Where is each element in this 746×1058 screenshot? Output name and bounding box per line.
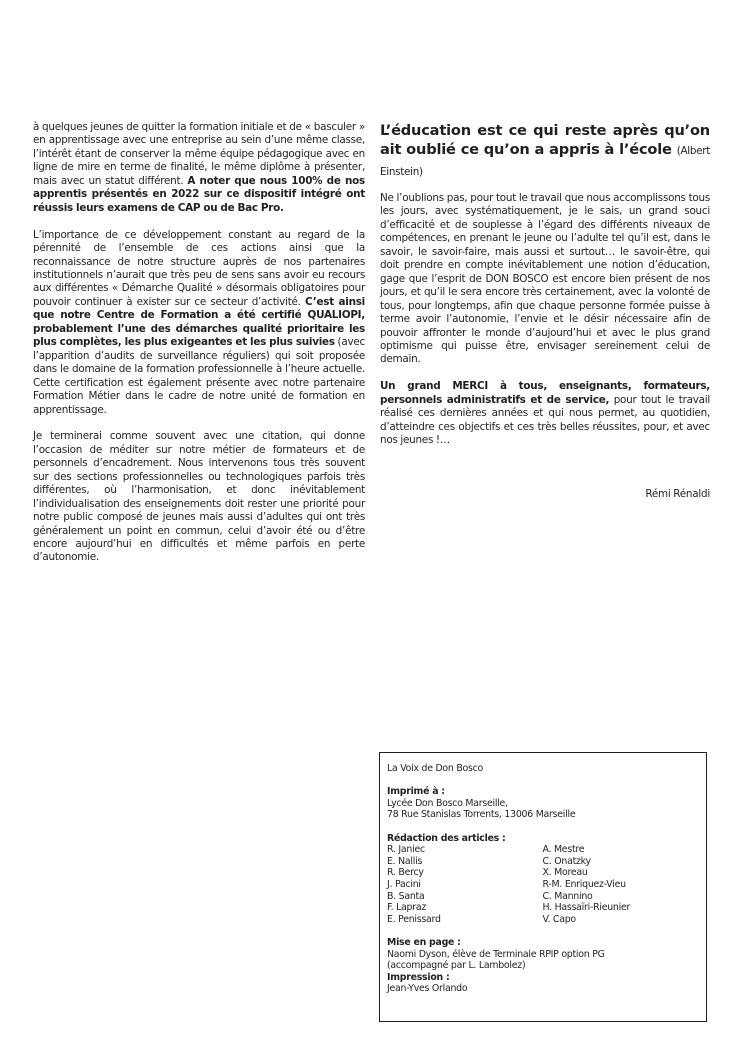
layout-line2: (accompagné par L. Lambolez): [387, 960, 526, 972]
left-column: [33, 121, 365, 578]
paragraph-education: [380, 192, 710, 367]
printed-at-block: [387, 786, 698, 821]
author-name: F. Lapraz: [387, 902, 427, 914]
colophon-box: [379, 752, 707, 1022]
print-block: [387, 972, 698, 995]
author-name: R-M. Enriquez-Vieu: [542, 878, 626, 890]
printed-at-label: Imprimé à :: [387, 786, 445, 798]
author-name: H. Hassaïri-Rieunier: [542, 902, 631, 914]
layout-line1: Naomi Dyson, élève de Terminale RPIP option PG: [387, 948, 605, 960]
author-name: V. Capo: [542, 913, 576, 925]
paragraph-text: L’importance de ce développement constant au regard de la pérennité de l’ensemble de ces actions ainsi que la reconnaissance de notre structure auprès de nos partenaires institutionnels n’aurait que très peu de sens sans avoir eu recours aux différentes « Démarche Qualité » désormais obligatoires pour pouvoir continuer à exister sur ce secteur d’activité.: [33, 228, 365, 308]
paragraph-apprentissage: [33, 121, 365, 215]
print-label: Impression :: [387, 971, 450, 983]
author-name: X. Moreau: [542, 867, 588, 879]
authors-column-right: [543, 844, 699, 925]
printed-at-line1: Lycée Don Bosco Marseille,: [387, 797, 508, 809]
paragraph-text: Ne l’oublions pas, pour tout le travail que nous accomplissons tous les jours, avec systématiquement, je le sais, un grand souci d’efficacité et de souplesse à l’égard des différents niveaux de compétences, en prenant le jeune ou l’adulte tel qu’il est, dans le savoir, le savoir-faire, mais aussi et surtout… le savoir-être, qui doit prendre en compte inévitablement une notion d’éducation, gage que l’esprit de DON BOSCO est encore bien présent de nos jours, et qu’il le sera encore très certainement, avec la volonté de tous, pour longtemps, afin que chaque personne formée puisse à terme avoir l’autonomie, l’envie et le désir nécessaire afin de pouvoir affronter le monde d’aujourd’hui et avec le plus grand optimisme qui puisse être, envisager sereinement celui de demain.: [380, 192, 710, 366]
paragraph-bold-text: Un grand MERCI à tous, enseignants, formateurs, personnels administratifs et de service,: [380, 380, 710, 406]
paragraph-citation-intro: [33, 430, 365, 565]
authors-list: [387, 844, 698, 925]
authors-column-left: [387, 844, 543, 925]
author-name: R. Janiec: [387, 844, 425, 856]
author-name: R. Bercy: [387, 867, 424, 879]
author-name: B. Santa: [387, 890, 425, 902]
paragraph-text: Je terminerai comme souvent avec une citation, qui donne l’occasion de méditer sur notre métier de formateurs et de personnels d’encadrement. Nous intervenons tous très souvent sur des sections professionnelles ou technologiques parfois très différentes, où l’harmonisation, et donc inévitablement l’individualisation des enseignements doit rester une priorité pour notre public composé de jeunes mais aussi d’adultes qui ont très généralement un point en commun, celui d’avoir été ou d’être encore aujourd’hui en difficultés et même parfois en perte d’autonomie.: [33, 430, 365, 564]
quote-heading: [380, 121, 710, 182]
right-column: [380, 121, 710, 501]
paragraph-text: pour tout le travail réalisé ces dernières années et qui nous permet, au quotidien, d’atteindre ces objectifs et ces très belles réussites, pour, et avec nos jeunes !…: [380, 393, 710, 447]
quote-author: (Albert Einstein): [380, 145, 710, 178]
paragraph-bold-text: C’est ainsi que notre Centre de Formation a été certifié QUALIOPI, probablement l’une des démarches qualité prioritaire les plus complètes, les plus exigeantes et les plus suivies: [33, 295, 365, 349]
paragraph-text: à quelques jeunes de quitter la formation initiale et de « basculer » en apprentissage avec une entreprise au sein d’une même classe, l’intérêt étant de conserver la même équipe pédagogique avec en ligne de mire en terme de finalité, le même diplôme à présenter, mais avec un statut différent.: [33, 121, 365, 187]
paragraph-merci: [380, 380, 710, 447]
authors-label: Rédaction des articles :: [387, 832, 506, 844]
paragraph-text: (avec l’apparition d’audits de surveillance réguliers) qui soit proposée dans le domaine de la formation professionnelle à l’heure actuelle. Cette certification est également présente avec notre partenaire Formation Métier dans le cadre de notre unité de formation en apprentissage.: [33, 336, 365, 416]
printed-at-line2: 78 Rue Stanislas Torrents, 13006 Marseille: [387, 809, 576, 821]
paragraph-qualite: [33, 229, 365, 417]
author-name: C. Mannino: [542, 890, 593, 902]
author-name: C. Onatzky: [542, 855, 591, 867]
author-name: E. Penissard: [387, 913, 441, 925]
author-name: A. Mestre: [542, 844, 585, 856]
author-name: J. Pacini: [387, 878, 421, 890]
authors-block: [387, 833, 698, 926]
signature: Rémi Rénaldi: [645, 487, 710, 500]
paragraph-bold-text: A noter que nous 100% de nos apprentis présentés en 2022 sur ce dispositif intégré ont réussis leurs examens de CAP ou de Bac Pro.: [33, 174, 365, 214]
publication-title: La Voix de Don Bosco: [387, 763, 484, 774]
author-name: E. Nallis: [387, 855, 423, 867]
layout-block: [387, 937, 698, 972]
print-line1: Jean-Yves Orlando: [387, 983, 468, 995]
quote-text: L’éducation est ce qui reste après qu’on ait oublié ce qu’on a appris à l’école: [380, 122, 710, 158]
layout-label: Mise en page :: [387, 936, 461, 948]
